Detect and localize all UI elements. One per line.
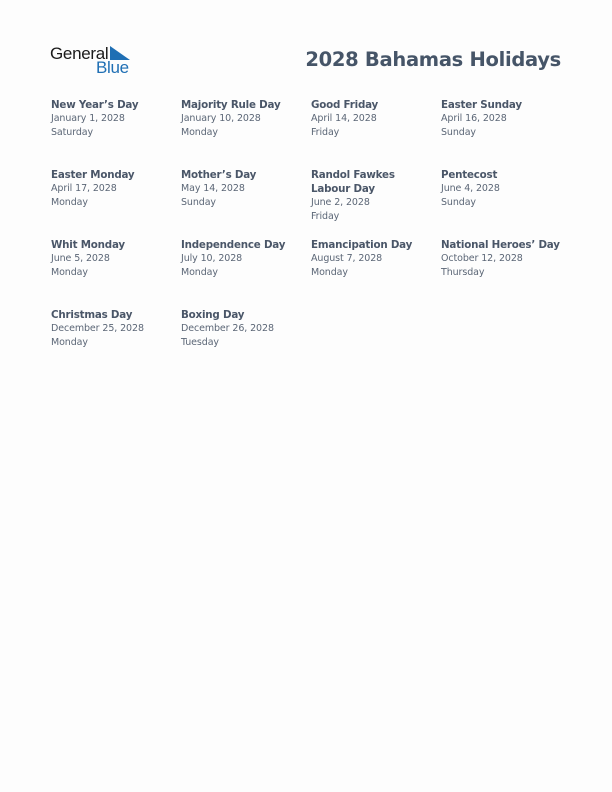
holiday-weekday: Saturday bbox=[51, 127, 94, 138]
holiday-name: Mother’s Day bbox=[181, 169, 257, 181]
holiday-weekday: Tuesday bbox=[181, 337, 219, 348]
holiday-name: Easter Sunday bbox=[441, 99, 522, 111]
holiday-date: June 4, 2028 bbox=[441, 183, 500, 194]
holiday-date: June 5, 2028 bbox=[51, 253, 110, 264]
holiday-date: April 14, 2028 bbox=[311, 113, 377, 124]
holiday-date: August 7, 2028 bbox=[311, 253, 383, 264]
holiday-entry bbox=[181, 98, 311, 168]
holiday-name: Christmas Day bbox=[51, 309, 133, 321]
holiday-date: April 16, 2028 bbox=[441, 113, 507, 124]
holiday-date: April 17, 2028 bbox=[51, 183, 117, 194]
holiday-entry bbox=[181, 168, 311, 238]
holiday-weekday: Monday bbox=[181, 127, 218, 138]
holiday-name: Boxing Day bbox=[181, 309, 245, 321]
holiday-weekday: Monday bbox=[51, 197, 88, 208]
holiday-entry bbox=[181, 238, 311, 308]
holiday-weekday: Friday bbox=[311, 127, 340, 138]
holiday-weekday: Monday bbox=[51, 337, 88, 348]
holiday-entry bbox=[441, 168, 571, 238]
holiday-entry bbox=[51, 308, 181, 378]
holiday-name: New Year’s Day bbox=[51, 99, 139, 111]
holiday-entry bbox=[311, 238, 441, 308]
holiday-name: Good Friday bbox=[311, 99, 379, 111]
holiday-date: December 26, 2028 bbox=[181, 323, 274, 334]
holiday-date: December 25, 2028 bbox=[51, 323, 144, 334]
holiday-weekday: Sunday bbox=[441, 127, 476, 138]
page-title: 2028 Bahamas Holidays bbox=[305, 48, 561, 71]
holiday-name: Whit Monday bbox=[51, 239, 125, 251]
holiday-entry bbox=[441, 238, 571, 308]
holiday-name: Majority Rule Day bbox=[181, 99, 281, 111]
holiday-weekday: Monday bbox=[51, 267, 88, 278]
holiday-name: Randol Fawkes Labour Day bbox=[311, 169, 395, 195]
holiday-name: Pentecost bbox=[441, 169, 498, 181]
holiday-date: June 2, 2028 bbox=[311, 197, 370, 208]
holiday-weekday: Sunday bbox=[441, 197, 476, 208]
holiday-date: October 12, 2028 bbox=[441, 253, 523, 264]
holiday-name: National Heroes’ Day bbox=[441, 239, 560, 251]
holiday-entry bbox=[441, 98, 571, 168]
holiday-name: Emancipation Day bbox=[311, 239, 413, 251]
holiday-date: May 14, 2028 bbox=[181, 183, 245, 194]
logo-text-blue: Blue bbox=[96, 58, 129, 77]
holiday-name: Easter Monday bbox=[51, 169, 135, 181]
holiday-name: Independence Day bbox=[181, 239, 286, 251]
holiday-weekday: Monday bbox=[181, 267, 218, 278]
generalblue-logo bbox=[50, 44, 134, 78]
logo-text-general: General bbox=[50, 44, 109, 63]
holiday-date: January 10, 2028 bbox=[181, 113, 261, 124]
holiday-weekday: Monday bbox=[311, 267, 348, 278]
holiday-date: July 10, 2028 bbox=[181, 253, 243, 264]
holiday-weekday: Friday bbox=[311, 211, 340, 222]
holiday-weekday: Sunday bbox=[181, 197, 216, 208]
holiday-entry bbox=[181, 308, 311, 378]
holiday-entry bbox=[51, 98, 181, 168]
holiday-entry bbox=[51, 168, 181, 238]
holiday-grid bbox=[51, 98, 571, 378]
holiday-date: January 1, 2028 bbox=[51, 113, 125, 124]
holiday-entry bbox=[311, 98, 441, 168]
holiday-entry bbox=[51, 238, 181, 308]
holiday-weekday: Thursday bbox=[441, 267, 485, 278]
holiday-entry bbox=[311, 168, 441, 238]
